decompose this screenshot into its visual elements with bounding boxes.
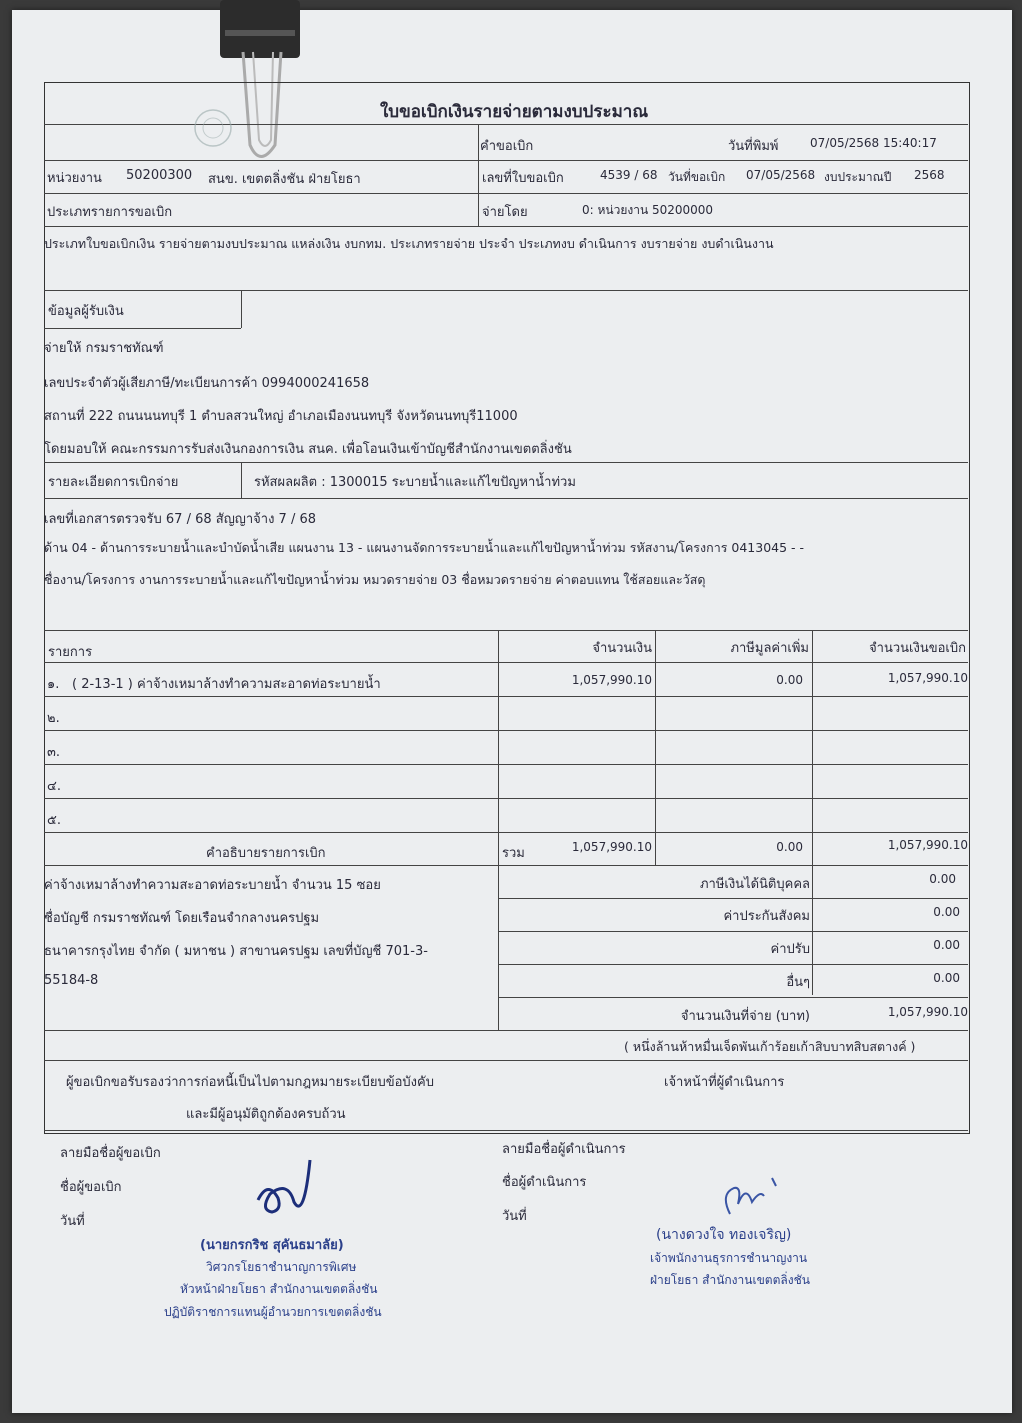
description-line-3: ธนาคารกรุงไทย จำกัด ( มหาชน ) สาขานครปฐม เลขที่บัญชี 701-3- (44, 944, 428, 959)
row-1-item: ( 2-13-1 ) ค่าจ้างเหมาล้างทำความสะอาดท่อระบายน้ำ (72, 677, 381, 692)
seal-stamp-icon (188, 106, 238, 150)
col-amount-header: จำนวนเงิน (592, 641, 652, 656)
deduction-tax-value: 0.00 (929, 872, 956, 886)
request-date: 07/05/2568 (746, 168, 816, 182)
officer-label: เจ้าหน้าที่ผู้ดำเนินการ (664, 1075, 785, 1090)
unit-name: สนข. เขตตลิ่งชัน ฝ่ายโยธา (208, 172, 361, 187)
row-2-no: ๒. (47, 711, 60, 726)
deduction-social-label: ค่าประกันสังคม (723, 909, 810, 924)
officer-name-label: ชื่อผู้ดำเนินการ (502, 1175, 587, 1190)
product-code: รหัสผลผลิต : 1300015 ระบายน้ำและแก้ไขปัญหาน้ำท่วม (254, 475, 576, 490)
amount-in-words: ( หนึ่งล้านห้าหมื่นเจ็ดพันเก้าร้อยเก้าสิบบาทสิบสตางค์ ) (624, 1039, 916, 1054)
total-net: 1,057,990.10 (887, 838, 968, 852)
paid-value: 1,057,990.10 (887, 1005, 968, 1019)
requester-stamp-title-1: วิศวกรโยธาชำนาญการพิเศษ (206, 1260, 357, 1274)
deduction-fine-value: 0.00 (933, 938, 960, 952)
requester-signature-icon (248, 1150, 328, 1230)
deduction-other-value: 0.00 (933, 971, 960, 985)
budget-year: 2568 (914, 168, 945, 182)
pay-by-label: จ่ายโดย (482, 205, 528, 220)
budget-year-label: งบประมาณปี (824, 170, 892, 184)
description-line-4: 55184-8 (44, 973, 99, 988)
certify-line-2: และมีผู้อนุมัติถูกต้องครบถ้วน (186, 1107, 346, 1122)
request-date-label: วันที่ขอเบิก (668, 170, 726, 184)
col-net-header: จำนวนเงินขอเบิก (869, 641, 966, 656)
row-1-amount: 1,057,990.10 (571, 673, 652, 687)
requester-name-label: ชื่อผู้ขอเบิก (60, 1180, 122, 1195)
doc-ref: เลขที่เอกสารตรวจรับ 67 / 68 สัญญาจ้าง 7 / 68 (44, 512, 317, 527)
officer-stamp-title-1: เจ้าพนักงานธุรการชำนาญงาน (650, 1251, 808, 1265)
requester-date-label: วันที่ (60, 1214, 85, 1229)
officer-stamp-title-2: ฝ่ายโยธา สำนักงานเขตตลิ่งชัน (650, 1273, 810, 1287)
doc-no-label: เลขที่ใบขอเบิก (482, 171, 564, 186)
total-label: รวม (502, 846, 525, 861)
request-type-label: ประเภทรายการขอเบิก (47, 205, 173, 220)
officer-sign-label: ลายมือชื่อผู้ดำเนินการ (502, 1142, 626, 1157)
requester-sign-label: ลายมือชื่อผู้ขอเบิก (60, 1146, 161, 1161)
requester-stamp-title-2: หัวหน้าฝ่ายโยธา สำนักงานเขตตลิ่งชัน (180, 1282, 378, 1296)
category-line: ประเภทใบขอเบิกเงิน รายจ่ายตามงบประมาณ แหล่งเงิน งบกทม. ประเภทรายจ่าย ประจำ ประเภทงบ ดำเนินการ งบรายจ่าย งบดำเนินงาน (44, 236, 774, 251)
request-label: คำขอเบิก (480, 139, 534, 154)
doc-no: 4539 / 68 (600, 168, 658, 182)
row-1-net: 1,057,990.10 (887, 671, 968, 685)
row-1-no: ๑. (47, 677, 60, 692)
row-4-no: ๔. (47, 779, 61, 794)
deduction-social-value: 0.00 (933, 905, 960, 919)
details-line-2: ชื่องาน/โครงการ งานการระบายน้ำและแก้ไขปัญหาน้ำท่วม หมวดรายจ่าย 03 ชื่อหมวดรายจ่าย ค่าตอบแทน ใช้สอยและวัสดุ (44, 572, 706, 587)
row-5-no: ๕. (47, 813, 61, 828)
payee-assign: โดยมอบให้ คณะกรรมการรับส่งเงินกองการเงิน สนค. เพื่อโอนเงินเข้าบัญชีสำนักงานเขตตลิ่งชัน (44, 442, 572, 457)
requester-stamp-name: (นายกรกริช สุคันธมาลัย) (200, 1238, 344, 1253)
payee-section-label: ข้อมูลผู้รับเงิน (48, 304, 124, 319)
total-amount: 1,057,990.10 (571, 840, 652, 854)
unit-label: หน่วยงาน (47, 171, 102, 186)
certify-line-1: ผู้ขอเบิกขอรับรองว่าการก่อหนี้เป็นไปตามกฎหมายระเบียบข้อบังคับ (66, 1075, 434, 1090)
officer-date-label: วันที่ (502, 1209, 527, 1224)
pay-to: จ่ายให้ กรมราชทัณฑ์ (44, 341, 164, 356)
details-line-1: ด้าน 04 - ด้านการระบายน้ำและบำบัดน้ำเสีย แผนงาน 13 - แผนงานจัดการระบายน้ำและแก้ไขปัญหาน้ำท่วม รหัสงาน/โครงการ 0413045 - - (44, 540, 805, 555)
details-section-label: รายละเอียดการเบิกจ่าย (48, 475, 179, 490)
pay-by-value: 0: หน่วยงาน 50200000 (582, 203, 714, 217)
description-line-1: ค่าจ้างเหมาล้างทำความสะอาดท่อระบายน้ำ จำนวน 15 ซอย (44, 878, 381, 893)
tax-id: เลขประจำตัวผู้เสียภาษี/ทะเบียนการค้า 0994000241658 (44, 376, 370, 391)
col-vat-header: ภาษีมูลค่าเพิ่ม (730, 641, 809, 656)
requester-stamp-title-3: ปฏิบัติราชการแทนผู้อำนวยการเขตตลิ่งชัน (164, 1305, 382, 1319)
row-1-vat: 0.00 (776, 673, 803, 687)
total-vat: 0.00 (776, 840, 803, 854)
col-item-header: รายการ (48, 645, 93, 660)
officer-signature-icon (716, 1174, 786, 1224)
row-3-no: ๓. (47, 745, 61, 760)
print-date: 07/05/2568 15:40:17 (810, 136, 937, 150)
deduction-fine-label: ค่าปรับ (770, 942, 810, 957)
payee-address: สถานที่ 222 ถนนนนทบุรี 1 ตำบลสวนใหญ่ อำเภอเมืองนนทบุรี จังหวัดนนทบุรี11000 (44, 409, 518, 424)
officer-stamp-name: (นางดวงใจ ทองเจริญ) (656, 1227, 792, 1243)
print-date-label: วันที่พิมพ์ (728, 139, 779, 154)
description-label: คำอธิบายรายการเบิก (206, 846, 326, 861)
deduction-other-label: อื่นๆ (786, 975, 810, 990)
deduction-tax-label: ภาษีเงินได้นิติบุคคล (699, 877, 810, 892)
paid-label: จำนวนเงินที่จ่าย (บาท) (680, 1009, 810, 1024)
unit-code: 50200300 (126, 168, 193, 183)
form-title: ใบขอเบิกเงินรายจ่ายตามงบประมาณ (380, 102, 649, 122)
description-line-2: ชื่อบัญชี กรมราชทัณฑ์ โดยเรือนจำกลางนครปฐม (44, 911, 320, 926)
